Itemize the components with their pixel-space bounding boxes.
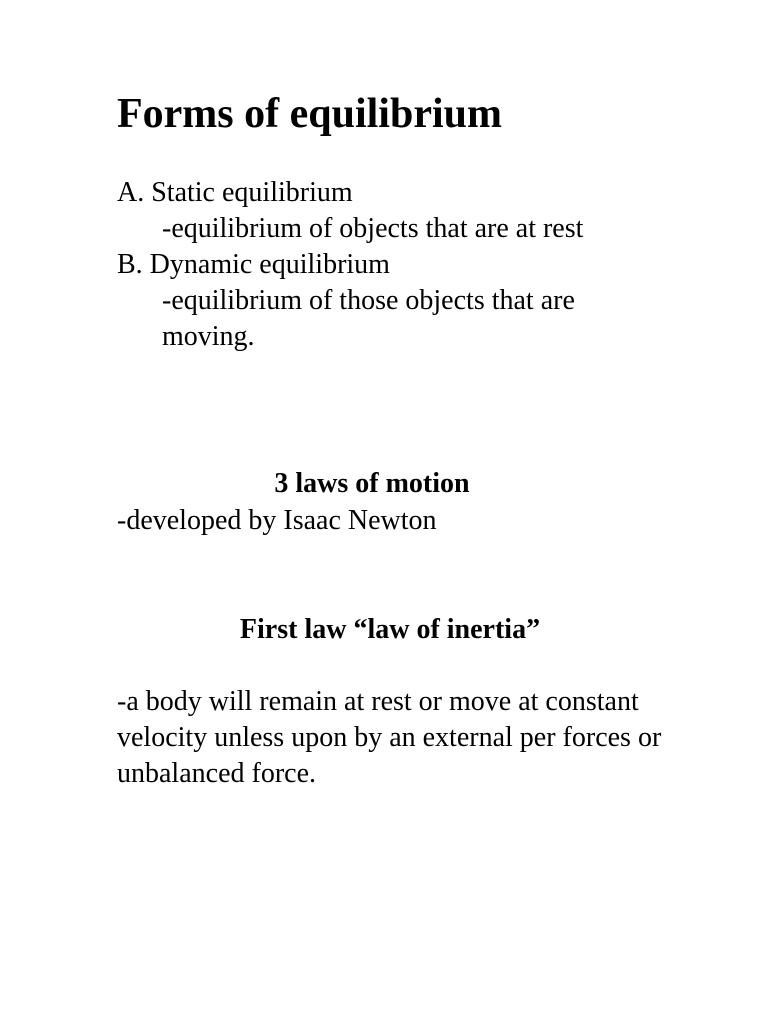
laws-of-motion-heading: 3 laws of motion	[274, 468, 470, 499]
first-law-heading: First law “law of inertia”	[239, 614, 541, 645]
form-item-dynamic	[117, 247, 622, 355]
laws-of-motion-subtext: -developed by Isaac Newton	[117, 505, 437, 536]
equilibrium-forms-list	[117, 175, 622, 355]
form-heading: B. Dynamic equilibrium	[117, 249, 390, 280]
form-heading: A. Static equilibrium	[117, 177, 353, 208]
form-description: -equilibrium of objects that are at rest	[162, 213, 584, 244]
form-description: -equilibrium of those objects that are moving.	[162, 285, 575, 352]
first-law-text: -a body will remain at rest or move at constant velocity unless upon by an external per forces or unbalanced force.	[117, 686, 662, 789]
form-item-static	[117, 175, 622, 247]
page-title: Forms of equilibrium	[117, 91, 502, 137]
